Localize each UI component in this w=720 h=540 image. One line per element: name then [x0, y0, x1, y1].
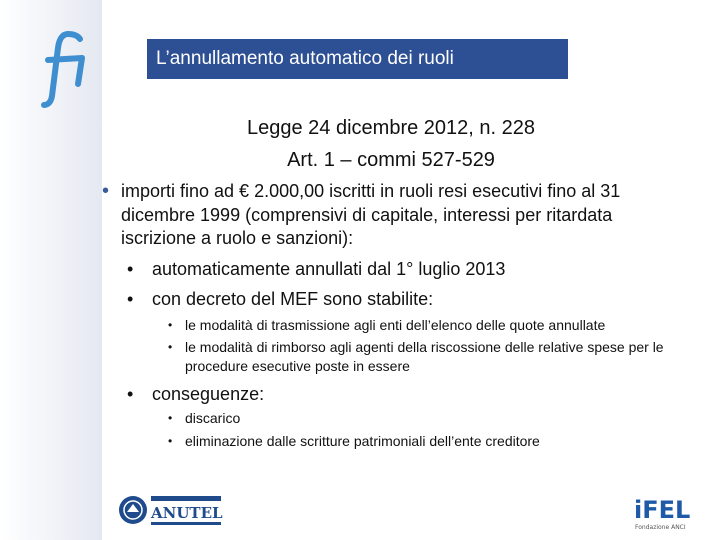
law-reference: Legge 24 dicembre 2012, n. 228 — [247, 117, 535, 139]
consequences-label: conseguenze: — [152, 384, 265, 404]
main-bullet-text: importi fino ad € 2.000,00 iscritti in ruoli resi esecutivi fino al 31 dicembre 1999 (comprensivi di capitale, interessi per ritardata iscrizione a ruolo e sanzioni): — [121, 181, 621, 248]
mef-item-text: le modalità di trasmissione agli enti dell’elenco delle quote annullate — [185, 317, 606, 333]
bullet-marker: • — [127, 384, 134, 404]
bullet-marker: • — [127, 259, 134, 279]
bullet-marker: • — [168, 340, 173, 354]
fi-logo-icon — [38, 26, 98, 106]
svg-text:Fondazione ANCI: Fondazione ANCI — [635, 524, 686, 531]
bullet-marker: • — [168, 318, 173, 332]
bullet-marker: • — [102, 180, 110, 202]
article-reference: Art. 1 – commi 527-529 — [287, 149, 495, 171]
bullet-marker: • — [127, 289, 134, 309]
bullet-marker: • — [168, 434, 173, 448]
sub-bullet-text: con decreto del MEF sono stabilite: — [152, 289, 434, 309]
mef-item-text: le modalità di rimborso agli agenti della riscossione delle relative spese per le procedure esecutive poste in essere — [185, 339, 664, 374]
svg-text:iFEL: iFEL — [634, 496, 691, 524]
svg-text:ANUTEL: ANUTEL — [151, 504, 223, 522]
anutel-logo — [117, 492, 223, 528]
consequence-item-text: eliminazione dalle scritture patrimoniali dell’ente creditore — [185, 433, 540, 449]
slide-title: L’annullamento automatico dei ruoli — [147, 39, 568, 79]
sub-bullet-text: automaticamente annullati dal 1° luglio 2013 — [152, 259, 506, 279]
bullet-marker: • — [168, 411, 173, 425]
ifel-logo — [632, 490, 691, 532]
consequence-item-text: discarico — [185, 410, 241, 426]
